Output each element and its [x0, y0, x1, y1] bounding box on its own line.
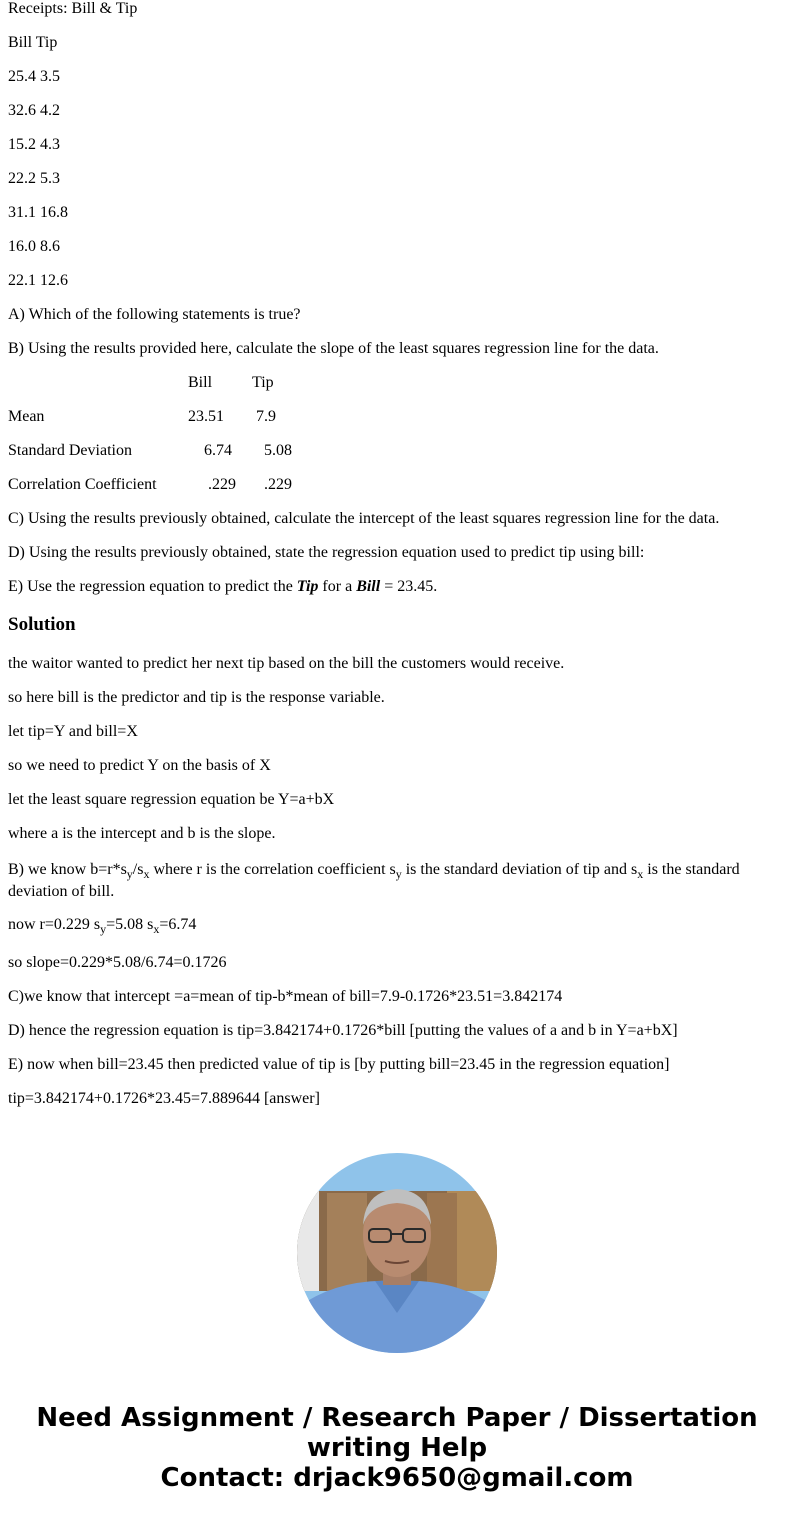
stats-sd-label: Standard Deviation — [8, 442, 132, 459]
stats-mean-tip: 7.9 — [256, 408, 276, 425]
solution-heading: Solution — [8, 614, 76, 635]
solution-paragraph: let tip=Y and bill=X — [8, 723, 138, 740]
data-row: 32.6 4.2 — [8, 102, 60, 119]
solution-paragraph: E) now when bill=23.45 then predicted value of tip is [by putting bill=23.45 in the regression equation] — [8, 1056, 670, 1073]
data-row: 25.4 3.5 — [8, 68, 60, 85]
solution-paragraph: so we need to predict Y on the basis of X — [8, 757, 271, 774]
promo-footer — [0, 1403, 794, 1493]
question-part-e: E) Use the regression equation to predict the Tip for a Bill = 23.45. — [8, 578, 438, 595]
promo-line: Need Assignment / Research Paper / Dissertation — [36, 1403, 758, 1433]
question-heading: Receipts: Bill & Tip — [8, 0, 138, 17]
stats-corr-bill: .229 — [208, 476, 236, 493]
data-row: 15.2 4.3 — [8, 136, 60, 153]
solution-values: now r=0.229 $s_y=5.08$ $s_x=6.74$ — [8, 916, 197, 936]
stats-corr-tip: .229 — [264, 476, 292, 493]
data-row: 22.2 5.3 — [8, 170, 60, 187]
data-row: 31.1 16.8 — [8, 204, 68, 221]
solution-paragraph: where a is the intercept and b is the slope. — [8, 825, 276, 842]
data-row: 16.0 8.6 — [8, 238, 60, 255]
question-part-d: D) Using the results previously obtained, state the regression equation used to predict tip using bill: — [8, 544, 645, 561]
data-table-header: Bill Tip — [8, 34, 58, 51]
author-photo — [297, 1153, 497, 1353]
stats-col-tip: Tip — [252, 374, 274, 391]
solution-paragraph: so here bill is the predictor and tip is the response variable. — [8, 689, 385, 706]
stats-sd-bill: 6.74 — [204, 442, 232, 459]
solution-slope-formula: B) we know $b=r*s_y/s_x$ where r is the correlation coefficient $s_y$ is the standard deviation of tip and $s_x$ is the standard deviation of bill. — [8, 861, 740, 900]
stats-corr-label: Correlation Coefficient — [8, 476, 157, 493]
solution-paragraph: let the least square regression equation be Y=a+bX — [8, 791, 335, 808]
stats-mean-label: Mean — [8, 408, 45, 425]
solution-answer: tip=3.842174+0.1726*23.45=7.889644 [answer] — [8, 1090, 320, 1107]
stats-mean-bill: 23.51 — [188, 408, 224, 425]
question-part-a: A) Which of the following statements is true? — [8, 306, 301, 323]
solution-paragraph: so slope=0.229*5.08/6.74=0.1726 — [8, 954, 227, 971]
author-avatar — [297, 1153, 497, 1353]
question-part-b: B) Using the results provided here, calculate the slope of the least squares regression line for the data. — [8, 340, 659, 357]
solution-paragraph: C)we know that intercept =a=mean of tip-b*mean of bill=7.9-0.1726*23.51=3.842174 — [8, 988, 563, 1005]
stats-col-bill: Bill — [188, 374, 213, 391]
promo-line: writing Help — [306, 1433, 488, 1463]
solution-paragraph: D) hence the regression equation is tip=3.842174+0.1726*bill [putting the values of a and b in Y=a+bX] — [8, 1022, 678, 1039]
stats-sd-tip: 5.08 — [264, 442, 292, 459]
solution-paragraph: the waitor wanted to predict her next tip based on the bill the customers would receive. — [8, 655, 565, 672]
contact-line: Contact: drjack9650@gmail.com — [160, 1463, 634, 1493]
data-row: 22.1 12.6 — [8, 272, 68, 289]
question-part-c: C) Using the results previously obtained, calculate the intercept of the least squares regression line for the data. — [8, 510, 720, 527]
